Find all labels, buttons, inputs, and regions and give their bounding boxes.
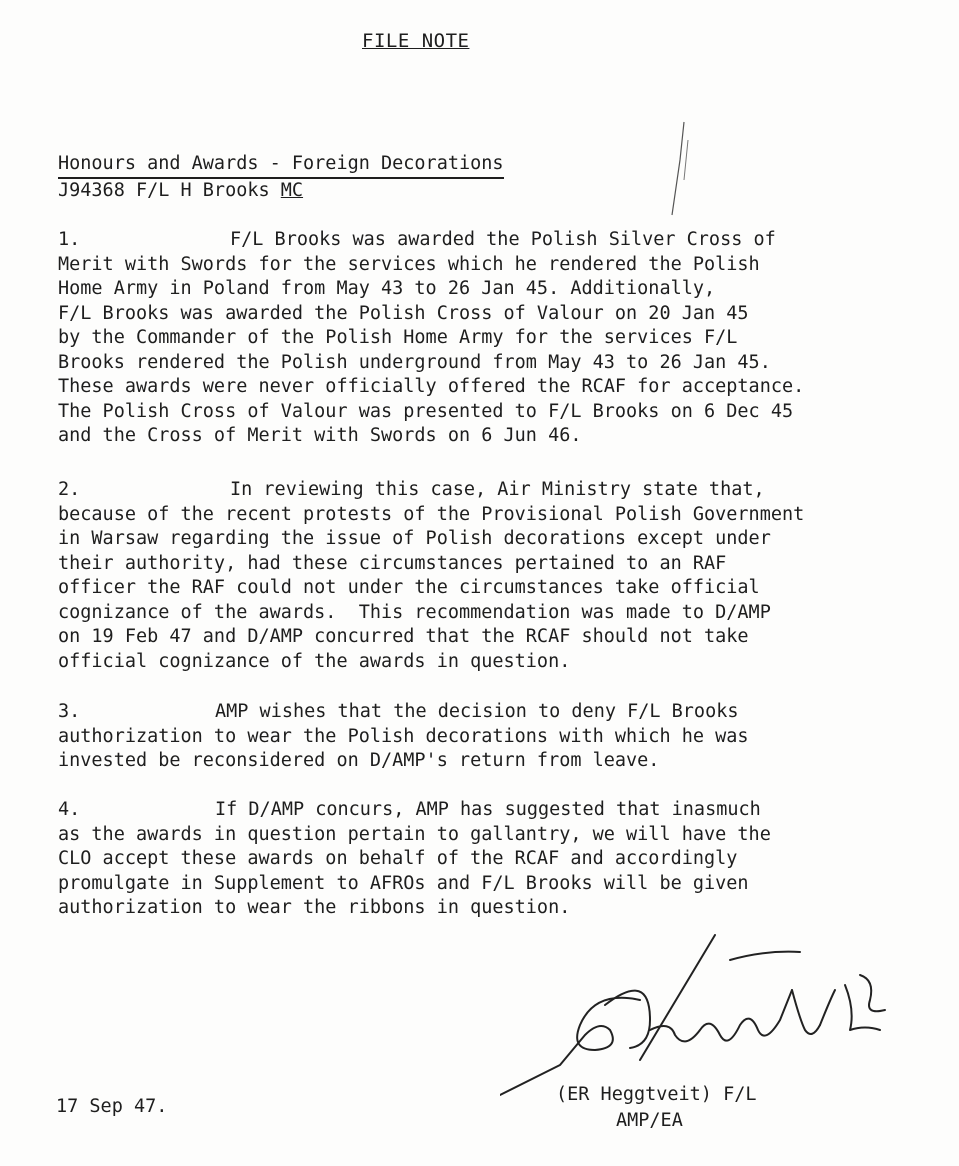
signatory-office: AMP/EA (616, 1110, 683, 1131)
subject-line-2 (58, 180, 303, 201)
margin-pencil-mark (662, 120, 692, 220)
paragraph-body: because of the recent protests of the Provisional Polish Government in Warsaw regarding the issue of Polish decorations except under their authority, had these circumstances pertained to an RAF officer the RAF could not under the circumstances take official cognizance of the awards. This recommendation was made to D/AMP on 19 Feb 47 and D/AMP concurred that the RCAF should not take official cognizance of the awards in question. (58, 503, 805, 672)
subject-decoration-mc: MC (280, 180, 304, 201)
paragraph-first-line: If D/AMP concurs, AMP has suggested that inasmuch (215, 799, 761, 820)
paragraph-body: authorization to wear the Polish decorations with which he was invested be reconsidered on D/AMP's return from leave. (58, 725, 749, 771)
subject-block (58, 152, 504, 203)
paragraph-first-line: AMP wishes that the decision to deny F/L Brooks (215, 701, 739, 722)
signature-block (556, 1082, 756, 1134)
paragraph-body: as the awards in question pertain to gallantry, we will have the CLO accept these awards on behalf of the RCAF and accordingly promulgate in Supplement to AFROs and F/L Brooks will be given authorization to wear the ribbons in question. (58, 823, 771, 918)
handwritten-signature (500, 930, 900, 1100)
paragraph-number: 4. (58, 799, 81, 820)
paragraph-first-line: In reviewing this case, Air Ministry state that, (230, 479, 765, 500)
paragraph-body: Merit with Swords for the services which he rendered the Polish Home Army in Poland from May 43 to 26 Jan 45. Additionally, F/L Brooks was awarded the Polish Cross of Valour on 20 Jan 45 by the Commander of the Polish Home Army for the services F/L Brooks rendered the Polish underground from May 43 to 26 Jan 45. These awards were never officially offered the RCAF for acceptance. The Polish Cross of Valour was presented to F/L Brooks on 6 Dec 45 and the Cross of Merit with Swords on 6 Jun 46. (58, 253, 805, 446)
document-title: FILE NOTE (362, 30, 470, 52)
paragraph-number: 1. (58, 229, 81, 250)
paragraph-first-line: F/L Brooks was awarded the Polish Silver Cross of (230, 229, 776, 250)
paragraph-number: 3. (58, 701, 81, 722)
subject-line-1: Honours and Awards - Foreign Decorations (58, 152, 504, 179)
paragraph-3 (58, 700, 908, 774)
paragraph-4 (58, 798, 908, 921)
paragraph-2 (58, 478, 908, 674)
paragraph-number: 2. (58, 479, 81, 500)
paragraph-1 (58, 228, 908, 449)
document-date: 17 Sep 47. (56, 1096, 168, 1117)
subject-line-2-prefix: J94368 F/L H Brooks (58, 180, 281, 201)
signatory-name-rank: (ER Heggtveit) F/L (556, 1084, 757, 1105)
